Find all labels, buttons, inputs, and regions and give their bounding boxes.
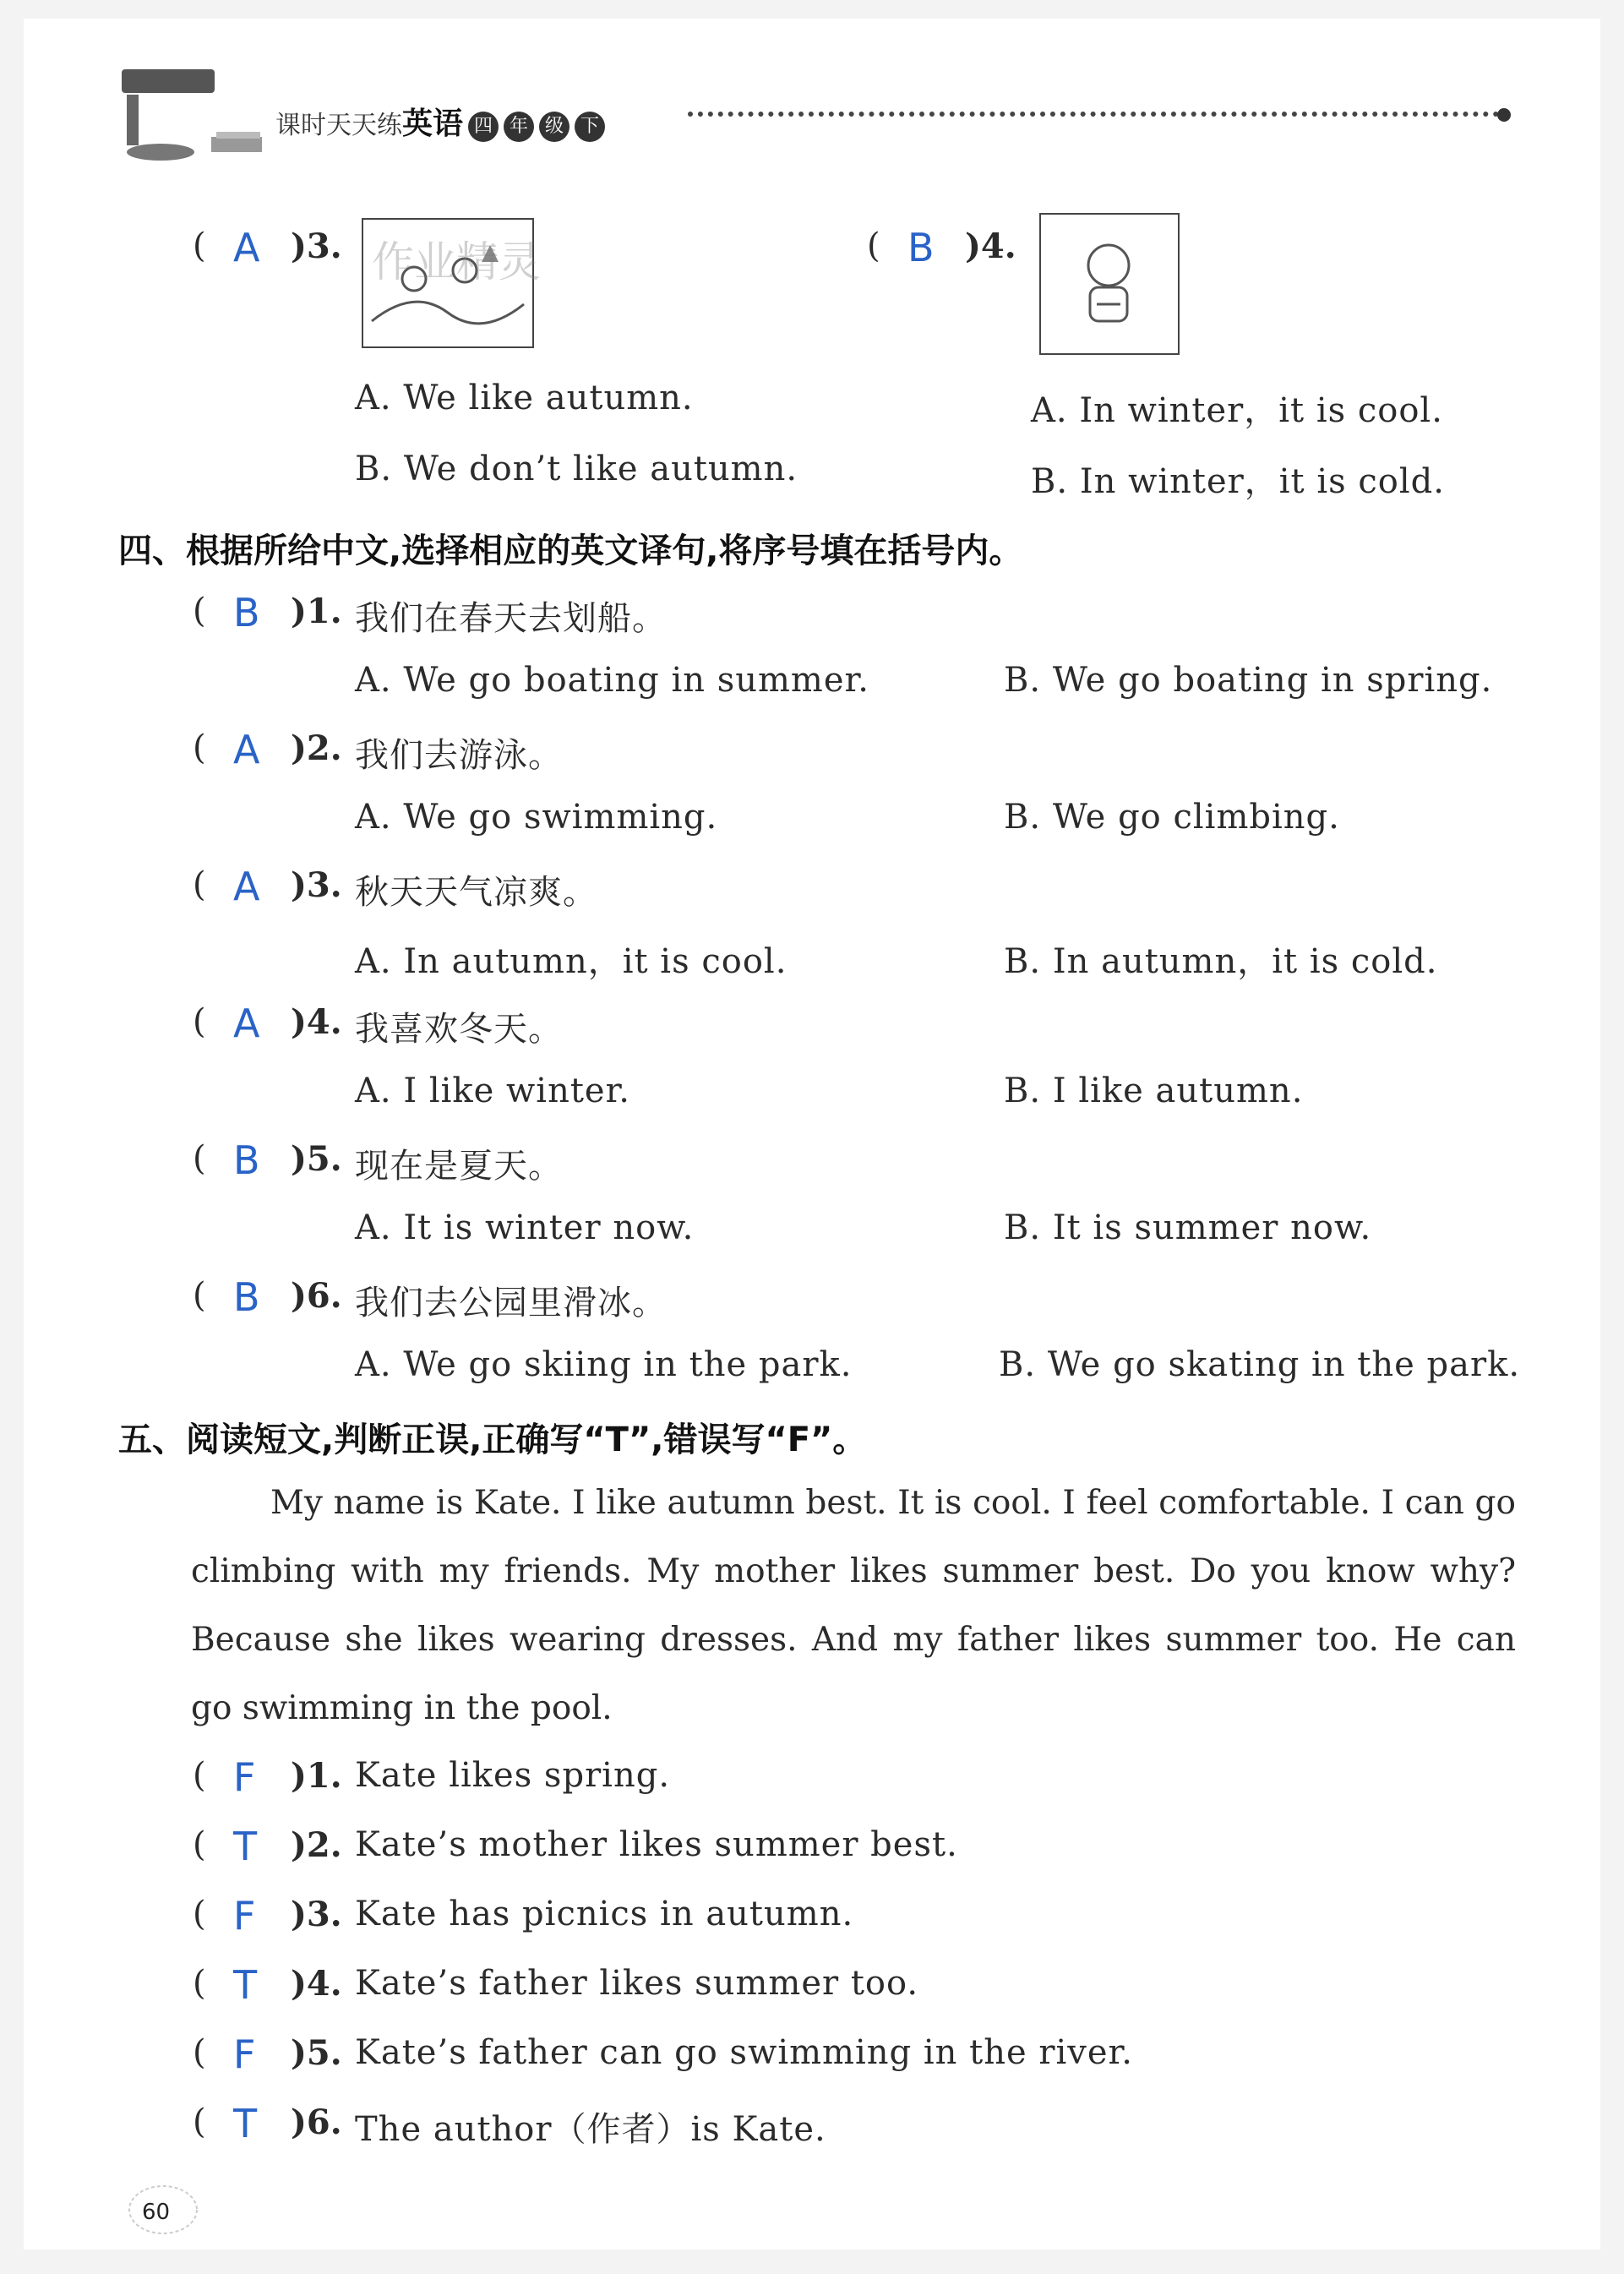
answer-s5-q4: T	[233, 1962, 258, 2008]
answer-s5-q6: T	[233, 2101, 258, 2146]
question-number: )3.	[291, 226, 342, 266]
question-number: )3.	[291, 1895, 342, 1934]
s5-q6-statement: The author（作者）is Kate.	[355, 2110, 826, 2149]
question-number: )5.	[291, 1139, 342, 1179]
answer-s5-q5: F	[233, 2031, 256, 2077]
answer-pic-q4: B	[907, 225, 935, 270]
s4-q5-option-b: B. It is summer now.	[1004, 1208, 1372, 1247]
paren-open: (	[867, 226, 880, 265]
s5-q5-statement: Kate’s father can go swimming in the river.	[355, 2033, 1133, 2072]
paren-open: (	[193, 728, 206, 767]
question-number: )2.	[291, 728, 342, 768]
answer-s4-q3: A	[233, 864, 260, 909]
s4-q3-chinese: 秋天天气凉爽。	[355, 873, 597, 912]
s4-q2-option-b: B. We go climbing.	[1004, 798, 1340, 837]
s4-q2-option-a: A. We go swimming.	[355, 798, 718, 837]
s4-q1-option-a: A. We go boating in summer.	[355, 661, 869, 700]
answer-s5-q3: F	[233, 1893, 256, 1939]
s5-q4-statement: Kate’s father likes summer too.	[355, 1964, 919, 2003]
answer-s4-q5: B	[233, 1137, 260, 1183]
pic-q3-option-a: A. We like autumn.	[355, 379, 694, 417]
question-number: )4.	[291, 1964, 342, 2004]
watermark: 作业精灵	[372, 237, 541, 286]
s4-q4-option-a: A. I like winter.	[355, 1072, 631, 1110]
page-number: 60	[142, 2200, 171, 2225]
section5-title: 五、阅读短文,判断正误,正确写“T”,错误写“F”。	[118, 1421, 867, 1459]
paren-open: (	[193, 1895, 206, 1933]
question-number: )5.	[291, 2033, 342, 2073]
paren-open: (	[193, 1964, 206, 2003]
answer-pic-q3: A	[233, 225, 260, 270]
question-number: )6.	[291, 2102, 342, 2142]
paren-open: (	[193, 1002, 206, 1041]
s5-q1-statement: Kate likes spring.	[355, 1756, 671, 1795]
paren-open: (	[193, 2102, 206, 2141]
question-number: )1.	[291, 592, 342, 631]
paren-open: (	[193, 592, 206, 630]
s4-q2-chinese: 我们去游泳。	[355, 736, 563, 775]
s4-q3-option-a: A. In autumn，it is cool.	[355, 942, 787, 981]
s4-q5-chinese: 现在是夏天。	[355, 1147, 563, 1186]
paren-open: (	[193, 2033, 206, 2072]
pic-q4-option-b: B. In winter，it is cold.	[1031, 462, 1445, 501]
cold-boy-image	[1039, 213, 1180, 355]
s5-q3-statement: Kate has picnics in autumn.	[355, 1895, 854, 1933]
question-number: )1.	[291, 1756, 342, 1796]
s4-q6-option-b: B. We go skating in the park.	[999, 1345, 1521, 1384]
paren-open: (	[193, 1276, 206, 1315]
answer-s4-q2: A	[233, 727, 260, 772]
answer-s4-q6: B	[233, 1274, 260, 1320]
paren-open: (	[193, 1825, 206, 1864]
pic-q3-option-b: B. We don’t like autumn.	[355, 450, 798, 488]
header-dotted-rule	[688, 112, 1499, 117]
paren-open: (	[193, 865, 206, 904]
header-rule-end-dot	[1497, 108, 1511, 122]
answer-s4-q4: A	[233, 1001, 260, 1046]
s4-q3-option-b: B. In autumn，it is cold.	[1004, 942, 1438, 981]
s5-q2-statement: Kate’s mother likes summer best.	[355, 1825, 958, 1864]
answer-s4-q1: B	[233, 590, 260, 635]
paren-open: (	[193, 1756, 206, 1795]
question-number: )3.	[291, 865, 342, 905]
s4-q1-chinese: 我们在春天去划船。	[355, 599, 667, 638]
s4-q4-option-b: B. I like autumn.	[1004, 1072, 1304, 1110]
paren-open: (	[193, 226, 206, 265]
question-number: )6.	[291, 1276, 342, 1316]
s4-q1-option-b: B. We go boating in spring.	[1004, 661, 1493, 700]
paren-open: (	[193, 1139, 206, 1178]
question-number: )4.	[965, 226, 1016, 266]
header-title: 课时天天练英语 四 年 级 下	[275, 100, 605, 143]
s4-q6-option-a: A. We go skiing in the park.	[355, 1345, 853, 1384]
s4-q6-chinese: 我们去公园里滑冰。	[355, 1284, 667, 1322]
s4-q4-chinese: 我喜欢冬天。	[355, 1010, 563, 1049]
s4-q5-option-a: A. It is winter now.	[355, 1208, 695, 1247]
desk-lamp-icon	[118, 61, 270, 171]
answer-s5-q2: T	[233, 1824, 258, 1869]
answer-s5-q1: F	[233, 1754, 256, 1800]
reading-passage: My name is Kate. I like autumn best. It is cool. I feel comfortable. I can go climbing with my friends. My mother likes summer best. Do you know why? Because she likes wearing dresses. And my father likes summer too. He can go swimming in the pool.	[191, 1484, 1516, 1727]
question-number: )4.	[291, 1002, 342, 1042]
pic-q4-option-a: A. In winter，it is cool.	[1031, 391, 1443, 430]
question-number: )2.	[291, 1825, 342, 1865]
section4-title: 四、根据所给中文,选择相应的英文译句,将序号填在括号内。	[118, 532, 1023, 570]
